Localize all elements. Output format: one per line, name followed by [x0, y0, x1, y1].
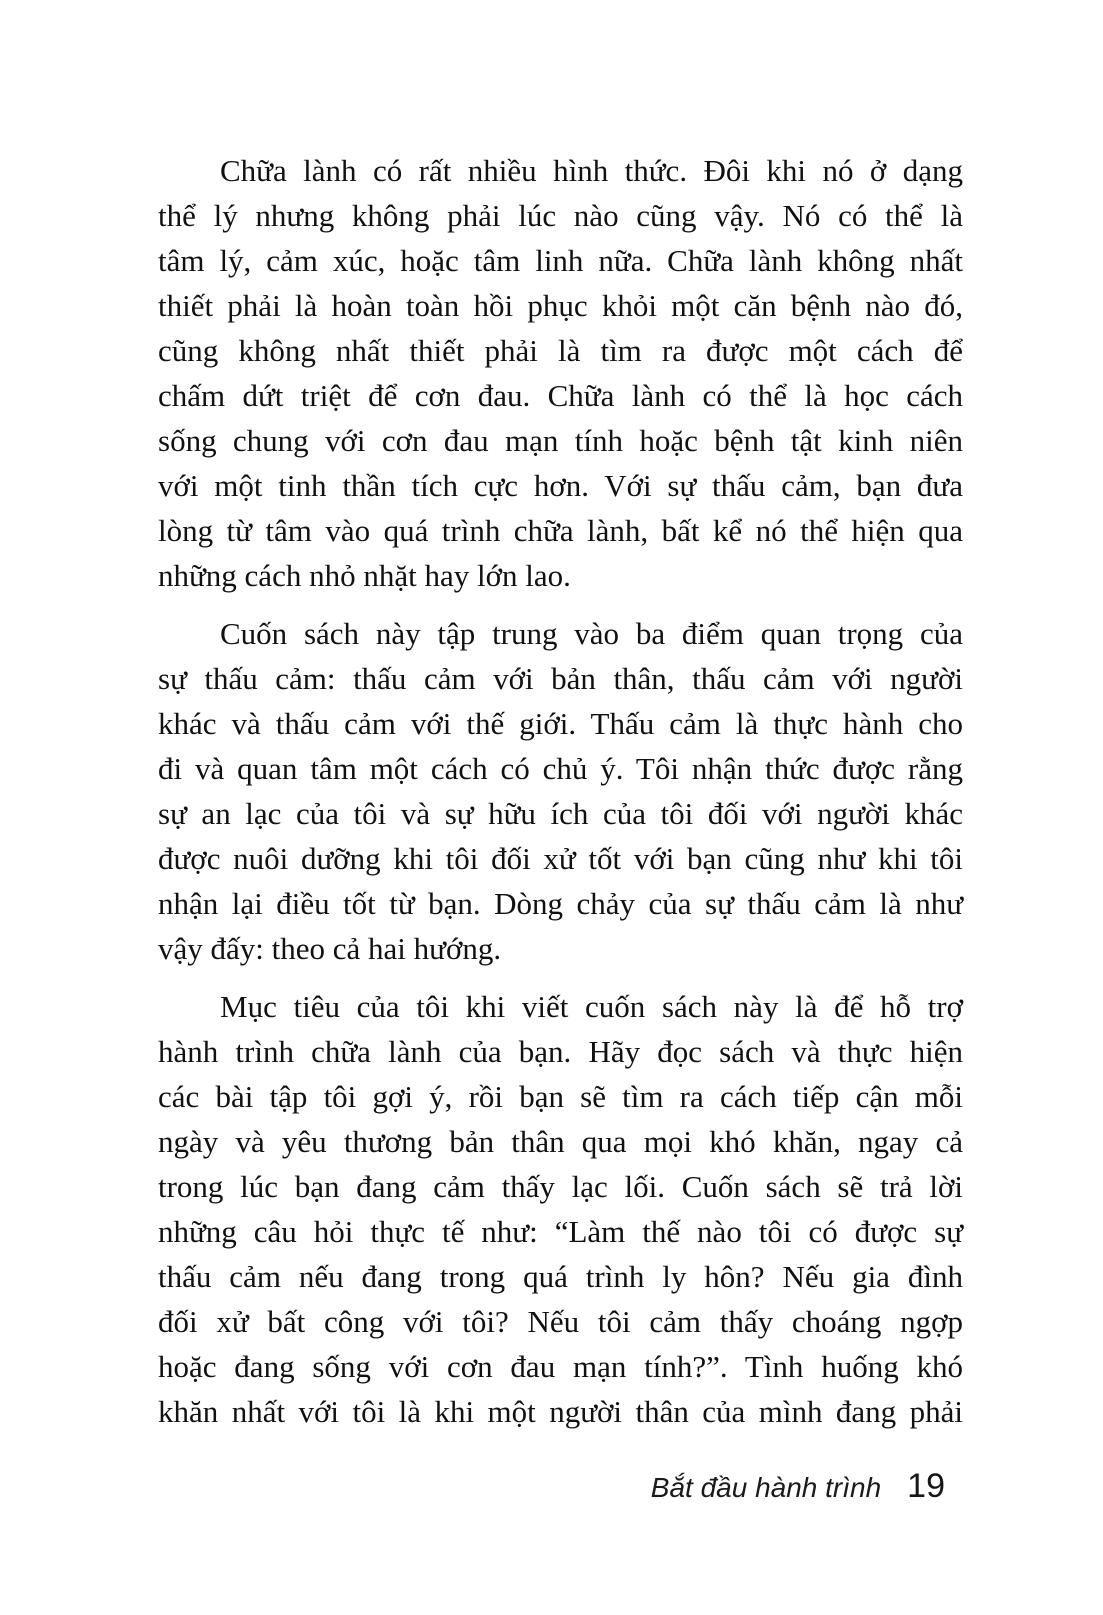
text-line: chấm dứt triệt để cơn đau. Chữa lành có thể là học cách [158, 378, 963, 413]
text-line: thấu cảm nếu đang trong quá trình ly hôn? Nếu gia đình [158, 1259, 963, 1294]
text-line: hoặc đang sống với cơn đau mạn tính?”. Tình huống khó [158, 1349, 963, 1384]
text-line: được nuôi dưỡng khi tôi đối xử tốt với bạn cũng như khi tôi [158, 841, 963, 876]
text-line: khăn nhất với tôi là khi một người thân của mình đang phải [158, 1394, 963, 1429]
running-footer-chapter-title: Bắt đầu hành trình [650, 1472, 882, 1503]
text-line: đi và quan tâm một cách có chủ ý. Tôi nhận thức được rằng [158, 751, 963, 786]
text-line: Cuốn sách này tập trung vào ba điểm quan trọng của [220, 616, 963, 651]
page-footer [345, 1467, 945, 1506]
page-number: 19 [907, 1467, 945, 1505]
text-line: những cách nhỏ nhặt hay lớn lao. [158, 558, 571, 593]
body-text [158, 148, 963, 1447]
text-line: thiết phải là hoàn toàn hồi phục khỏi một căn bệnh nào đó, [158, 288, 963, 323]
paragraph [158, 611, 963, 971]
paragraph [158, 148, 963, 598]
text-line: với một tinh thần tích cực hơn. Với sự thấu cảm, bạn đưa [158, 468, 963, 503]
text-line: cũng không nhất thiết phải là tìm ra được một cách để [158, 333, 963, 368]
text-line: vậy đấy: theo cả hai hướng. [158, 931, 502, 966]
text-line: khác và thấu cảm với thế giới. Thấu cảm là thực hành cho [158, 706, 963, 741]
text-line: đối xử bất công với tôi? Nếu tôi cảm thấy choáng ngợp [158, 1304, 963, 1339]
text-line: Mục tiêu của tôi khi viết cuốn sách này là để hỗ trợ [220, 989, 963, 1024]
text-line: trong lúc bạn đang cảm thấy lạc lối. Cuốn sách sẽ trả lời [158, 1169, 963, 1204]
text-line: sống chung với cơn đau mạn tính hoặc bệnh tật kinh niên [158, 423, 963, 458]
text-line: sự thấu cảm: thấu cảm với bản thân, thấu cảm với người [158, 661, 963, 696]
text-line: ngày và yêu thương bản thân qua mọi khó khăn, ngay cả [158, 1124, 963, 1159]
text-line: Chữa lành có rất nhiều hình thức. Đôi khi nó ở dạng [220, 153, 963, 188]
text-line: sự an lạc của tôi và sự hữu ích của tôi đối với người khác [158, 796, 963, 831]
text-line: nhận lại điều tốt từ bạn. Dòng chảy của sự thấu cảm là như [158, 886, 963, 921]
text-line: lòng từ tâm vào quá trình chữa lành, bất kể nó thể hiện qua [158, 513, 963, 548]
text-line: thể lý nhưng không phải lúc nào cũng vậy. Nó có thể là [158, 198, 963, 233]
paragraph [158, 984, 963, 1434]
text-line: tâm lý, cảm xúc, hoặc tâm linh nữa. Chữa lành không nhất [158, 243, 963, 278]
text-line: những câu hỏi thực tế như: “Làm thế nào tôi có được sự [158, 1214, 963, 1249]
text-line: hành trình chữa lành của bạn. Hãy đọc sách và thực hiện [158, 1034, 963, 1069]
text-line: các bài tập tôi gợi ý, rồi bạn sẽ tìm ra cách tiếp cận mỗi [158, 1079, 963, 1114]
